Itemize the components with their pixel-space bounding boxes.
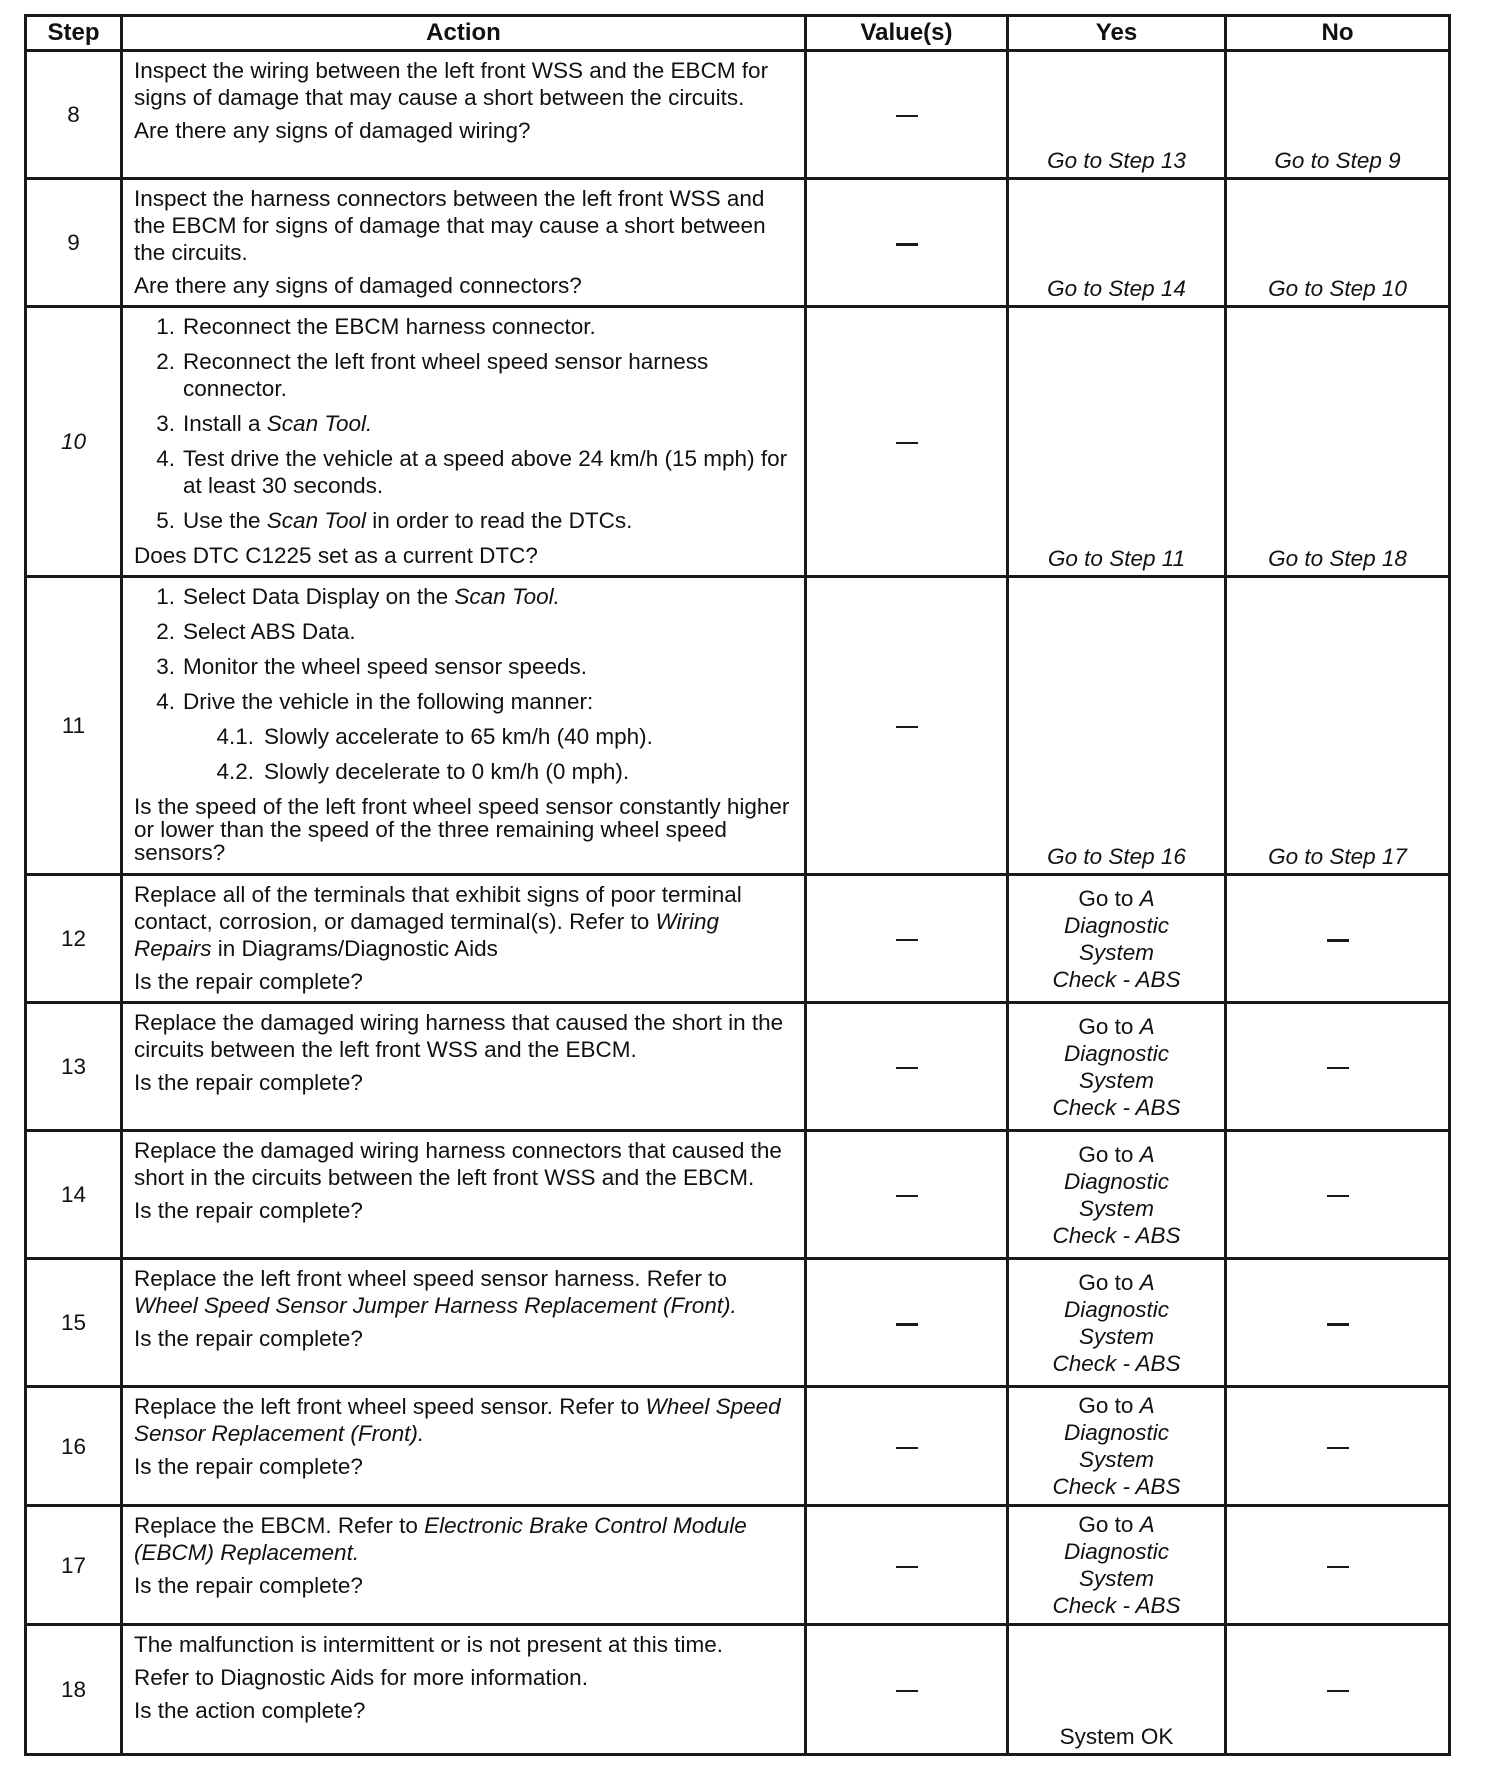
dash-mark xyxy=(1327,1447,1349,1449)
table-row xyxy=(26,179,1450,307)
action-question: Is the repair complete? xyxy=(134,1573,363,1598)
step-number: 9 xyxy=(26,179,122,307)
scan-tool-ref: Scan Tool xyxy=(266,508,367,533)
value-cell xyxy=(806,1131,1008,1259)
system-check-line2: Diagnostic xyxy=(1063,912,1170,938)
action-text-pre: Replace the left front wheel speed sensor harness. Refer to xyxy=(134,1266,727,1291)
list-text: Test drive the vehicle at a speed above 24 km/h (15 mph) for at least 30 seconds. xyxy=(183,446,788,498)
system-check-line3: System xyxy=(1078,1067,1154,1093)
list-number: 5. xyxy=(156,508,175,533)
table-row xyxy=(26,875,1450,1003)
no-cell xyxy=(1226,1003,1450,1131)
step-number: 13 xyxy=(26,1003,122,1131)
wiring-repairs-ref: Wiring Repairs xyxy=(134,909,720,961)
sub-procedure-list xyxy=(134,723,794,785)
action-text: Replace the damaged wiring harness connectors that caused the short in the circuits between the left front WSS and the EBCM. xyxy=(134,1138,782,1190)
yes-cell: Go to Step 16 xyxy=(1008,577,1226,875)
system-check-line1 xyxy=(1009,1392,1224,1419)
action-question: Is the repair complete? xyxy=(134,1454,363,1479)
value-cell xyxy=(806,1506,1008,1625)
list-text xyxy=(183,507,794,534)
table-row xyxy=(26,1625,1450,1755)
sub-list-number: 4.1. xyxy=(216,724,254,749)
list-item xyxy=(134,618,794,645)
step-number: 8 xyxy=(26,51,122,179)
system-check-line4: Check - ABS xyxy=(1052,966,1181,992)
dash-mark xyxy=(1327,1566,1349,1568)
action-cell xyxy=(122,1506,806,1625)
table-row xyxy=(26,1506,1450,1625)
no-cell: Go to Step 10 xyxy=(1226,179,1450,307)
system-check-line2: Diagnostic xyxy=(1063,1420,1170,1445)
list-text: Reconnect the left front wheel speed sensor harness connector. xyxy=(183,349,709,401)
procedure-list xyxy=(134,583,794,793)
system-check-line1 xyxy=(1009,1511,1224,1538)
action-text: The malfunction is intermittent or is not present at this time. xyxy=(134,1632,723,1657)
go-to-text: Go to xyxy=(1078,1269,1140,1295)
value-cell xyxy=(806,307,1008,577)
action-cell xyxy=(122,179,806,307)
go-to-text: Go to xyxy=(1078,1512,1140,1537)
dash-mark xyxy=(896,939,918,941)
list-item xyxy=(134,313,794,340)
value-cell xyxy=(806,1625,1008,1755)
yes-cell xyxy=(1008,1003,1226,1131)
list-number: 3. xyxy=(156,411,175,436)
diagnostic-table xyxy=(24,14,1451,1756)
step-number: 15 xyxy=(26,1259,122,1387)
action-question: Are there any signs of damaged wiring? xyxy=(134,118,531,143)
step-number: 17 xyxy=(26,1506,122,1625)
dash-mark xyxy=(896,1566,918,1568)
go-to-text: Go to xyxy=(1078,1393,1140,1418)
table-row xyxy=(26,51,1450,179)
system-check-line3: System xyxy=(1078,939,1154,965)
list-number: 4. xyxy=(156,689,175,714)
system-check-line2: Diagnostic xyxy=(1063,1296,1170,1322)
list-text-post: in order to read the DTCs. xyxy=(366,508,633,533)
system-check-line3: System xyxy=(1078,1195,1154,1221)
system-check-line4: Check - ABS xyxy=(1052,1222,1181,1248)
list-item xyxy=(134,507,794,534)
header-action: Action xyxy=(122,16,806,51)
action-question: Is the action complete? xyxy=(134,1698,366,1723)
table-row xyxy=(26,1003,1450,1131)
header-values: Value(s) xyxy=(806,16,1008,51)
system-check-line3: System xyxy=(1078,1566,1154,1591)
value-cell xyxy=(806,1259,1008,1387)
list-text: Monitor the wheel speed sensor speeds. xyxy=(183,654,587,679)
list-item xyxy=(134,688,794,793)
scan-tool-ref: Scan Tool. xyxy=(266,411,373,436)
list-text: Select ABS Data. xyxy=(183,619,356,644)
list-item xyxy=(134,653,794,680)
a-text: A xyxy=(1139,1141,1155,1167)
system-check-line1 xyxy=(1009,885,1224,912)
no-cell xyxy=(1226,1131,1450,1259)
list-number: 2. xyxy=(156,349,175,374)
a-text: A xyxy=(1139,1269,1155,1295)
action-cell xyxy=(122,1387,806,1506)
action-question: Are there any signs of damaged connectors? xyxy=(134,273,582,298)
go-to-text: Go to xyxy=(1078,1013,1140,1039)
action-text xyxy=(134,881,794,962)
system-check-line3: System xyxy=(1078,1323,1154,1349)
dash-mark xyxy=(1327,939,1349,942)
system-check-line2: Diagnostic xyxy=(1063,1539,1170,1564)
action-question: Is the repair complete? xyxy=(134,1326,363,1351)
list-number: 3. xyxy=(156,654,175,679)
list-text: Reconnect the EBCM harness connector. xyxy=(183,314,596,339)
no-cell: Go to Step 18 xyxy=(1226,307,1450,577)
dash-mark xyxy=(896,1067,918,1069)
sensor-replacement-ref: Wheel Speed Sensor Replacement (Front). xyxy=(134,1394,781,1446)
step-number: 11 xyxy=(26,577,122,875)
no-cell xyxy=(1226,1625,1450,1755)
dash-mark xyxy=(1327,1067,1349,1069)
yes-cell xyxy=(1008,875,1226,1003)
action-text xyxy=(134,1512,794,1566)
dash-mark xyxy=(896,1195,918,1197)
action-text xyxy=(134,1393,794,1447)
action-question: Does DTC C1225 set as a current DTC? xyxy=(134,543,538,568)
ebcm-replacement-ref: Electronic Brake Control Module (EBCM) Replacement. xyxy=(134,1513,747,1565)
yes-cell: System OK xyxy=(1008,1625,1226,1755)
dash-mark xyxy=(896,1323,918,1326)
action-question: Is the speed of the left front wheel speed sensor constantly higher or lower than the speed of the three remaining wheel speed sensors? xyxy=(134,794,790,865)
list-text-pre: Use the xyxy=(183,508,267,533)
list-item xyxy=(134,445,794,499)
dash-mark xyxy=(896,442,918,444)
system-check-line4: Check - ABS xyxy=(1052,1593,1181,1618)
action-text-pre: Replace all of the terminals that exhibit signs of poor terminal contact, corrosion, or damaged terminal(s). Refer to xyxy=(134,882,742,934)
list-number: 2. xyxy=(156,619,175,644)
system-check-line1 xyxy=(1009,1141,1224,1168)
dash-mark xyxy=(896,115,918,117)
dash-mark xyxy=(896,726,918,728)
sub-list-text: Slowly accelerate to 65 km/h (40 mph). xyxy=(264,724,653,749)
action-cell xyxy=(122,1259,806,1387)
dash-mark xyxy=(1327,1195,1349,1197)
system-check-line4: Check - ABS xyxy=(1052,1094,1181,1120)
action-question: Is the repair complete? xyxy=(134,1198,363,1223)
go-to-text: Go to xyxy=(1078,885,1140,911)
go-to-text: Go to xyxy=(1078,1141,1140,1167)
no-cell: Go to Step 9 xyxy=(1226,51,1450,179)
no-cell xyxy=(1226,1506,1450,1625)
list-number: 4. xyxy=(156,446,175,471)
list-text-pre: Install a xyxy=(183,411,267,436)
a-text: A xyxy=(1139,1393,1155,1418)
no-cell xyxy=(1226,1387,1450,1506)
system-check-line1 xyxy=(1009,1013,1224,1040)
yes-cell: Go to Step 11 xyxy=(1008,307,1226,577)
a-text: A xyxy=(1139,885,1155,911)
a-text: A xyxy=(1139,1013,1155,1039)
value-cell xyxy=(806,1003,1008,1131)
action-question: Is the repair complete? xyxy=(134,1070,363,1095)
action-text xyxy=(134,1265,794,1319)
action-text: Inspect the harness connectors between the left front WSS and the EBCM for signs of damage that may cause a short between the circuits. xyxy=(134,186,766,265)
step-number: 18 xyxy=(26,1625,122,1755)
system-check-line3: System xyxy=(1078,1447,1154,1472)
header-row xyxy=(26,16,1450,51)
header-yes: Yes xyxy=(1008,16,1226,51)
scan-tool-ref: Scan Tool. xyxy=(454,584,560,609)
system-check-line1 xyxy=(1009,1269,1224,1296)
table-row xyxy=(26,1131,1450,1259)
list-item xyxy=(134,348,794,402)
sub-list-text: Slowly decelerate to 0 km/h (0 mph). xyxy=(264,759,630,784)
dash-mark xyxy=(1327,1323,1349,1326)
table-row xyxy=(26,307,1450,577)
sub-list-item xyxy=(134,723,794,750)
table-row xyxy=(26,1387,1450,1506)
list-text-main: Drive the vehicle in the following manner: xyxy=(183,689,594,714)
system-check-line4: Check - ABS xyxy=(1052,1350,1181,1376)
yes-cell xyxy=(1008,1131,1226,1259)
list-text xyxy=(183,583,794,610)
value-cell xyxy=(806,577,1008,875)
list-text-pre: Select Data Display on the xyxy=(183,584,455,609)
list-text xyxy=(183,688,794,793)
action-question: Is the repair complete? xyxy=(134,969,363,994)
action-text-post: in Diagrams/Diagnostic Aids xyxy=(211,936,498,961)
list-number: 1. xyxy=(156,584,175,609)
no-cell xyxy=(1226,1259,1450,1387)
action-cell xyxy=(122,577,806,875)
a-text: A xyxy=(1139,1512,1155,1537)
action-cell xyxy=(122,307,806,577)
dash-mark xyxy=(896,243,918,246)
yes-cell xyxy=(1008,1387,1226,1506)
action-text-pre: Replace the left front wheel speed sensor. Refer to xyxy=(134,1394,646,1419)
yes-cell: Go to Step 14 xyxy=(1008,179,1226,307)
yes-cell xyxy=(1008,1259,1226,1387)
action-cell xyxy=(122,51,806,179)
list-item xyxy=(134,583,794,610)
action-cell xyxy=(122,1003,806,1131)
step-number: 14 xyxy=(26,1131,122,1259)
system-check-line4: Check - ABS xyxy=(1052,1474,1181,1499)
list-item xyxy=(134,410,794,437)
value-cell xyxy=(806,875,1008,1003)
step-number: 16 xyxy=(26,1387,122,1506)
yes-cell xyxy=(1008,1506,1226,1625)
dash-mark xyxy=(896,1447,918,1449)
header-step: Step xyxy=(26,16,122,51)
action-cell xyxy=(122,875,806,1003)
no-cell xyxy=(1226,875,1450,1003)
dash-mark xyxy=(896,1690,918,1692)
harness-replacement-ref: Wheel Speed Sensor Jumper Harness Replacement (Front). xyxy=(134,1293,737,1318)
value-cell xyxy=(806,51,1008,179)
table-row xyxy=(26,577,1450,875)
action-cell xyxy=(122,1131,806,1259)
action-text: Replace the damaged wiring harness that caused the short in the circuits between the left front WSS and the EBCM. xyxy=(134,1010,784,1062)
action-text-refer: Refer to Diagnostic Aids for more information. xyxy=(134,1665,588,1690)
step-number: 10 xyxy=(26,307,122,577)
header-no: No xyxy=(1226,16,1450,51)
sub-list-item xyxy=(134,758,794,785)
system-check-line2: Diagnostic xyxy=(1063,1168,1170,1194)
value-cell xyxy=(806,179,1008,307)
list-text xyxy=(183,410,794,437)
action-text-pre: Replace the EBCM. Refer to xyxy=(134,1513,425,1538)
procedure-list xyxy=(134,313,794,534)
dash-mark xyxy=(1327,1690,1349,1692)
action-text: Inspect the wiring between the left front WSS and the EBCM for signs of damage that may cause a short between the circuits. xyxy=(134,58,769,110)
action-cell xyxy=(122,1625,806,1755)
table-row xyxy=(26,1259,1450,1387)
system-check-line2: Diagnostic xyxy=(1063,1040,1170,1066)
list-number: 1. xyxy=(156,314,175,339)
yes-cell: Go to Step 13 xyxy=(1008,51,1226,179)
no-cell: Go to Step 17 xyxy=(1226,577,1450,875)
sub-list-number: 4.2. xyxy=(216,759,254,784)
value-cell xyxy=(806,1387,1008,1506)
step-number: 12 xyxy=(26,875,122,1003)
